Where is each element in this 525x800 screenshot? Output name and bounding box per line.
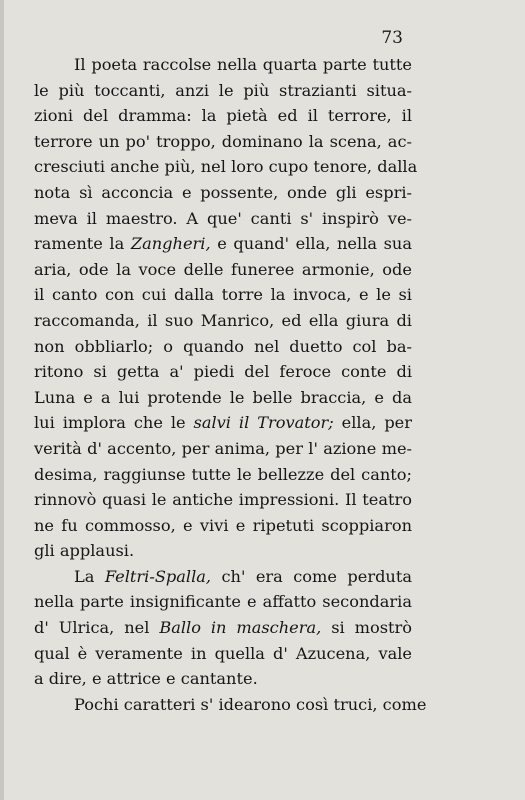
text-line <box>34 231 412 257</box>
text-run: La <box>74 566 105 586</box>
text-line <box>34 308 412 334</box>
text-run: Luna e a lui protende le belle braccia, e da <box>34 387 412 407</box>
text-run: gli applausi. <box>34 541 135 561</box>
text-line <box>34 641 412 667</box>
text-run: Il poeta raccolse nella quarta parte tutte <box>74 55 412 74</box>
text-run: meva il maestro. A que' canti s' inspirò ve- <box>34 208 412 228</box>
text-run: non obbliarlo; o quando nel duetto col ba- <box>34 336 412 356</box>
text-line <box>34 666 412 692</box>
italic-text: Zangheri, <box>130 234 211 254</box>
page-number: 73 <box>381 28 403 48</box>
text-line <box>34 538 412 564</box>
text-run: e quand' ella, nella sua <box>210 234 412 254</box>
text-run: aria, ode la voce delle funeree armonie, ode <box>34 259 412 279</box>
text-run: ne fu commosso, e vivi e ripetuti scoppiaron <box>34 515 412 535</box>
text-run: terrore un po' troppo, dominano la scena, ac- <box>34 131 412 151</box>
text-run: rinnovò quasi le antiche impressioni. Il teatro <box>34 490 412 510</box>
text-line <box>34 385 412 411</box>
body-text <box>34 52 427 717</box>
text-run: d' Ulrica, nel <box>34 618 160 638</box>
text-run: a dire, e attrice e cantante. <box>34 669 258 689</box>
text-line <box>34 154 418 180</box>
text-line <box>34 564 412 590</box>
text-line <box>34 206 412 232</box>
text-line <box>34 410 412 436</box>
text-line <box>34 589 412 615</box>
text-run: Pochi caratteri s' idearono così truci, come <box>74 694 427 714</box>
text-line <box>34 487 412 513</box>
text-line <box>34 180 412 206</box>
text-run: ch' era come perduta <box>211 566 413 586</box>
text-run: il canto con cui dalla torre la invoca, e le si <box>34 285 412 305</box>
italic-text: Ballo in maschera, <box>159 618 322 638</box>
text-line <box>34 78 412 104</box>
text-line <box>34 513 412 539</box>
italic-text: salvi il Trovator; <box>193 413 334 433</box>
text-line <box>34 52 412 78</box>
text-run: le più toccanti, anzi le più strazianti situa- <box>34 80 412 100</box>
text-line <box>34 282 412 308</box>
text-run: nella parte insignificante e affatto secondaria <box>34 592 412 612</box>
text-line <box>34 359 412 385</box>
italic-text: Feltri-Spalla, <box>104 566 212 586</box>
text-line <box>34 436 412 462</box>
text-run: desima, raggiunse tutte le bellezze del canto; <box>34 464 412 484</box>
text-run: lui implora che le <box>34 413 194 433</box>
text-run: raccomanda, il suo Manrico, ed ella giura di <box>34 310 412 330</box>
text-line <box>34 334 412 360</box>
text-line <box>34 257 412 283</box>
text-line <box>34 103 412 129</box>
text-run: ritono si getta a' piedi del feroce conte di <box>34 362 412 382</box>
text-run: qual è veramente in quella d' Azucena, vale <box>34 643 412 663</box>
text-line <box>34 129 412 155</box>
text-run: cresciuti anche più, nel loro cupo tenore, dalla <box>34 157 418 177</box>
text-run: zioni del dramma: la pietà ed il terrore, il <box>34 106 412 126</box>
text-run: ramente la <box>34 234 131 254</box>
text-line <box>34 615 412 641</box>
text-run: si mostrò <box>321 618 412 638</box>
text-run: nota sì acconcia e possente, onde gli espri- <box>34 182 412 202</box>
text-run: ella, per <box>333 413 413 433</box>
text-line <box>34 462 412 488</box>
text-line <box>34 692 427 718</box>
text-run: verità d' accento, per anima, per l' azione me- <box>34 438 412 458</box>
